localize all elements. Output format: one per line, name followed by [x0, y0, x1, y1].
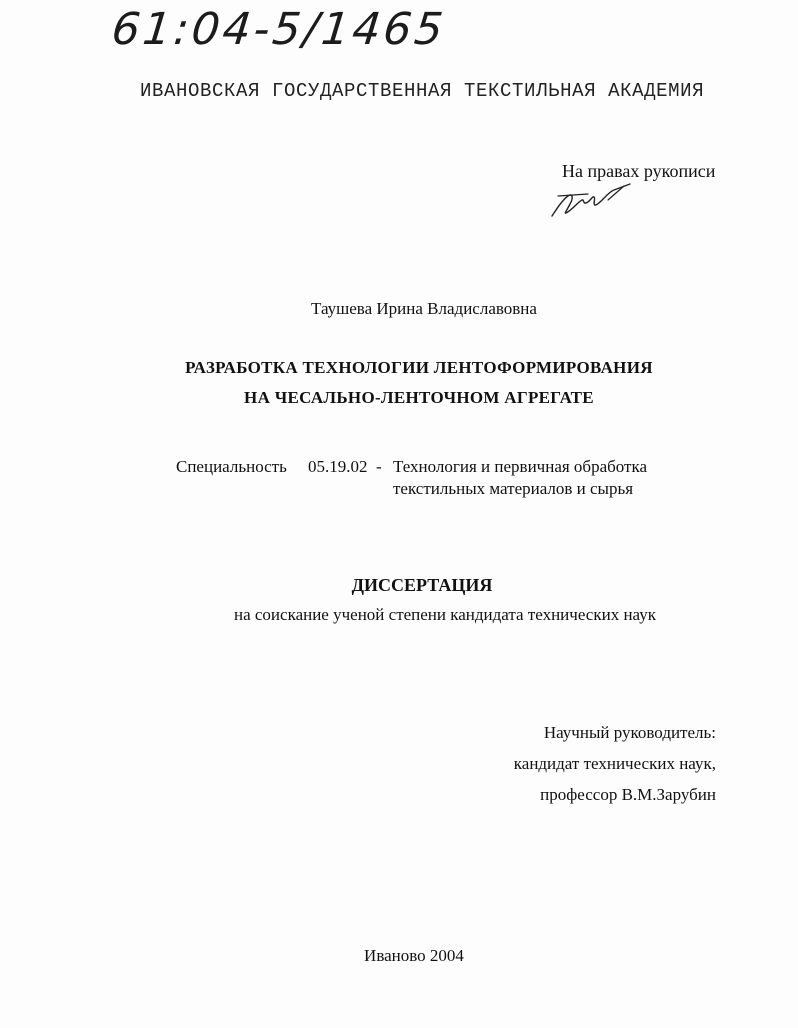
city-year: Иваново 2004 [364, 946, 464, 965]
degree-statement: на соискание ученой степени кандидата технических наук [233, 605, 656, 624]
document-type: ДИССЕРТАЦИЯ [351, 575, 493, 595]
specialty-name-line-2: текстильных материалов и сырья [393, 479, 634, 498]
signature-icon [548, 180, 638, 220]
institution-name: ИВАНОВСКАЯ ГОСУДАРСТВЕННАЯ ТЕКСТИЛЬНАЯ АКАДЕМИЯ [140, 80, 705, 102]
supervisor-degree: кандидат технических наук, [513, 754, 716, 773]
dissertation-title-line-2: НА ЧЕСАЛЬНО-ЛЕНТОЧНОМ АГРЕГАТЕ [244, 388, 594, 407]
archive-code: 61:04-5/1465 [109, 4, 449, 55]
supervisor-heading: Научный руководитель: [543, 723, 716, 742]
specialty-label: Специальность [176, 457, 287, 476]
specialty-dash: - [376, 457, 382, 476]
supervisor-name: профессор В.М.Зарубин [540, 785, 716, 804]
specialty-code: 05.19.02 [308, 457, 368, 476]
dissertation-title-line-1: РАЗРАБОТКА ТЕХНОЛОГИИ ЛЕНТОФОРМИРОВАНИЯ [185, 358, 653, 377]
specialty-name-line-1: Технология и первичная обработка [393, 457, 648, 476]
author-name: Таушева Ирина Владиславовна [311, 299, 537, 318]
rights-note: На правах рукописи [562, 161, 716, 181]
